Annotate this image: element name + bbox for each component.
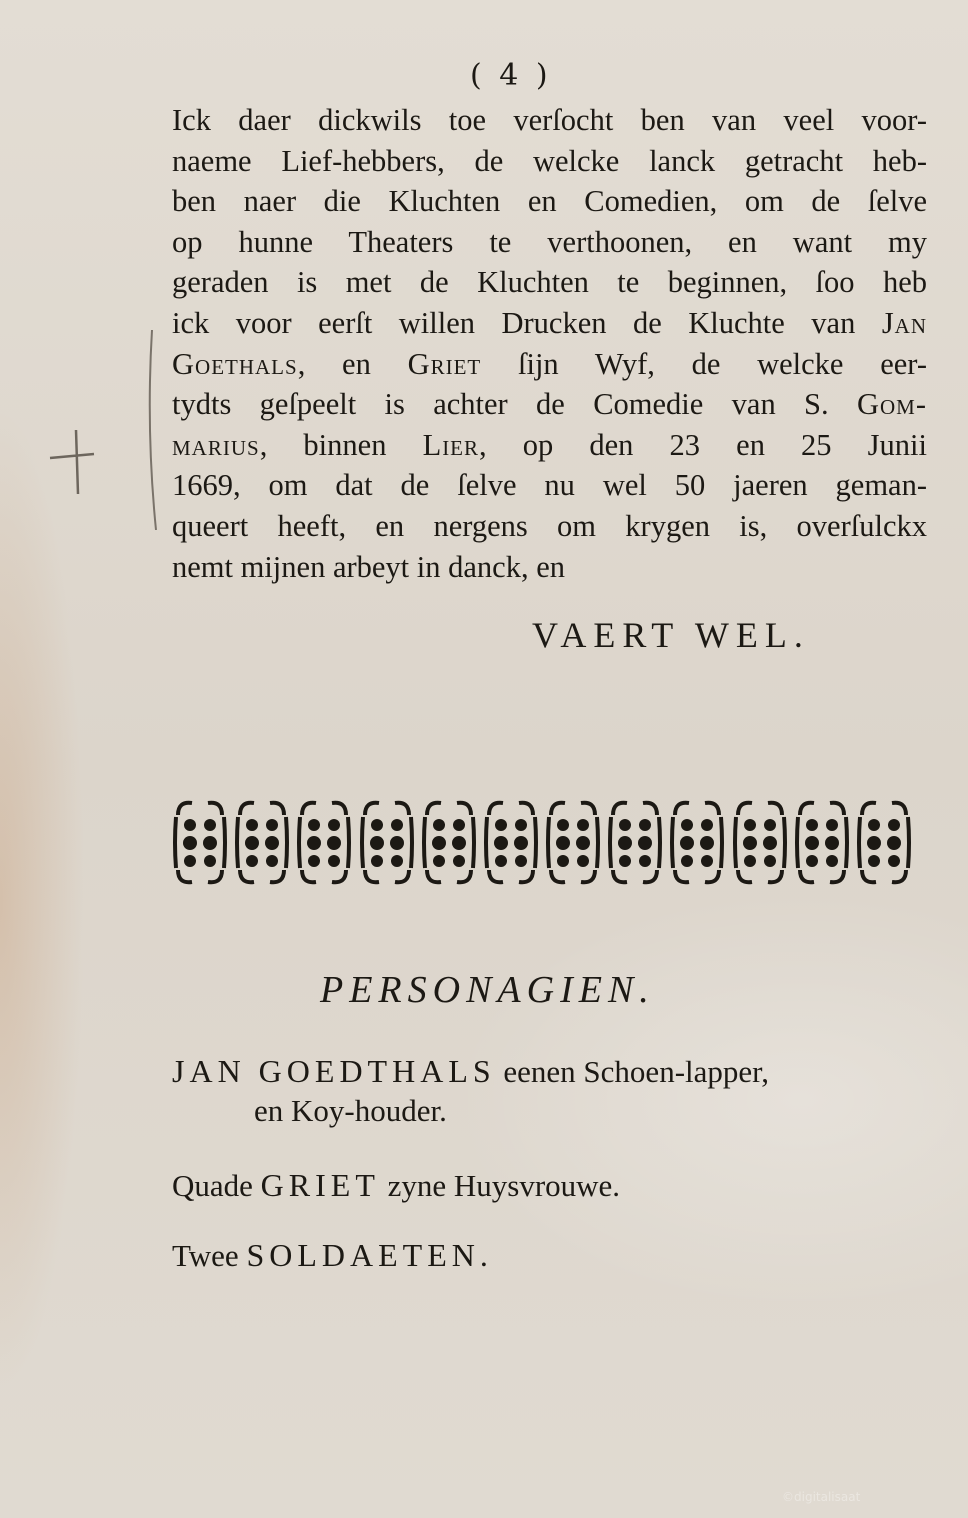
text-line: Goethals, en Griet ſijn Wyf, de welcke eer-	[172, 346, 927, 381]
ornament-icon	[359, 795, 415, 890]
ornament-icon	[296, 795, 352, 890]
small-caps-name: Jan	[881, 305, 928, 340]
text-line: ick voor eerſt willen Drucken de Kluchte van Jan	[172, 305, 928, 340]
cast-entry-griet: Quade GRIET zyne Huysvrouwe.	[172, 1167, 621, 1203]
text-line: 1669, om dat de ſelve nu wel 50 jaeren geman-	[172, 468, 927, 503]
ornament-icon	[172, 795, 228, 890]
ornament-icon	[545, 795, 601, 890]
character-name: JAN GOEDTHALS	[172, 1053, 496, 1089]
text-line: op hunne Theaters te verthoonen, en want my	[172, 224, 927, 259]
cast-entry-soldaeten: Twee SOLDAETEN.	[172, 1237, 493, 1273]
text-line: geraden is met de Kluchten te beginnen, ſoo heb	[172, 265, 927, 300]
ornament-icon	[421, 795, 477, 890]
page-number: ( 4 )	[470, 58, 552, 93]
character-name: SOLDAETEN.	[246, 1237, 493, 1273]
ornament-icon	[732, 795, 788, 890]
text-line: marius, binnen Lier, op den 23 en 25 Junii	[172, 427, 927, 462]
cast-entry-jan-cont: en Koy-houder.	[254, 1093, 447, 1128]
text-line: nemt mijnen arbeyt in danck, en	[172, 549, 565, 584]
ornament-icon	[607, 795, 663, 890]
small-caps-name: Gom-	[856, 387, 927, 422]
text-line: ben naer die Kluchten en Comedien, om de ſelve	[172, 184, 927, 219]
text-line: naeme Lief-hebbers, de welcke lanck getracht heb-	[172, 143, 927, 178]
pencil-cross-icon	[48, 424, 100, 496]
ornament-icon	[794, 795, 850, 890]
small-caps-name: Lier	[422, 427, 480, 462]
printers-ornament-band	[172, 795, 912, 890]
closing-salutation: VAERT WEL.	[532, 615, 810, 655]
watermark: ©digitalisaat	[782, 1490, 861, 1504]
ornament-icon	[669, 795, 725, 890]
small-caps-name: Goethals	[172, 346, 298, 381]
text-line: tydts geſpeelt is achter de Comedie van S. Gom-	[172, 387, 927, 422]
ornament-icon	[483, 795, 539, 890]
small-caps-name: Griet	[407, 346, 482, 381]
pencil-margin-line-icon	[140, 330, 160, 530]
character-name: GRIET	[260, 1167, 380, 1203]
small-caps-name: marius	[172, 427, 260, 462]
character-role: zyne Huysvrouwe.	[379, 1168, 621, 1203]
text-line: queert heeft, en nergens om krygen is, overſulckx	[172, 508, 927, 543]
ornament-icon	[234, 795, 290, 890]
cast-heading: PERSONAGIEN.	[320, 969, 655, 1011]
text-line: Ick daer dickwils toe verſocht ben van veel voor-	[172, 103, 927, 137]
cast-entry-jan	[172, 1053, 769, 1090]
character-role: eenen Schoen-lapper,	[495, 1054, 769, 1089]
preface-text	[172, 100, 927, 587]
ornament-icon	[856, 795, 912, 890]
